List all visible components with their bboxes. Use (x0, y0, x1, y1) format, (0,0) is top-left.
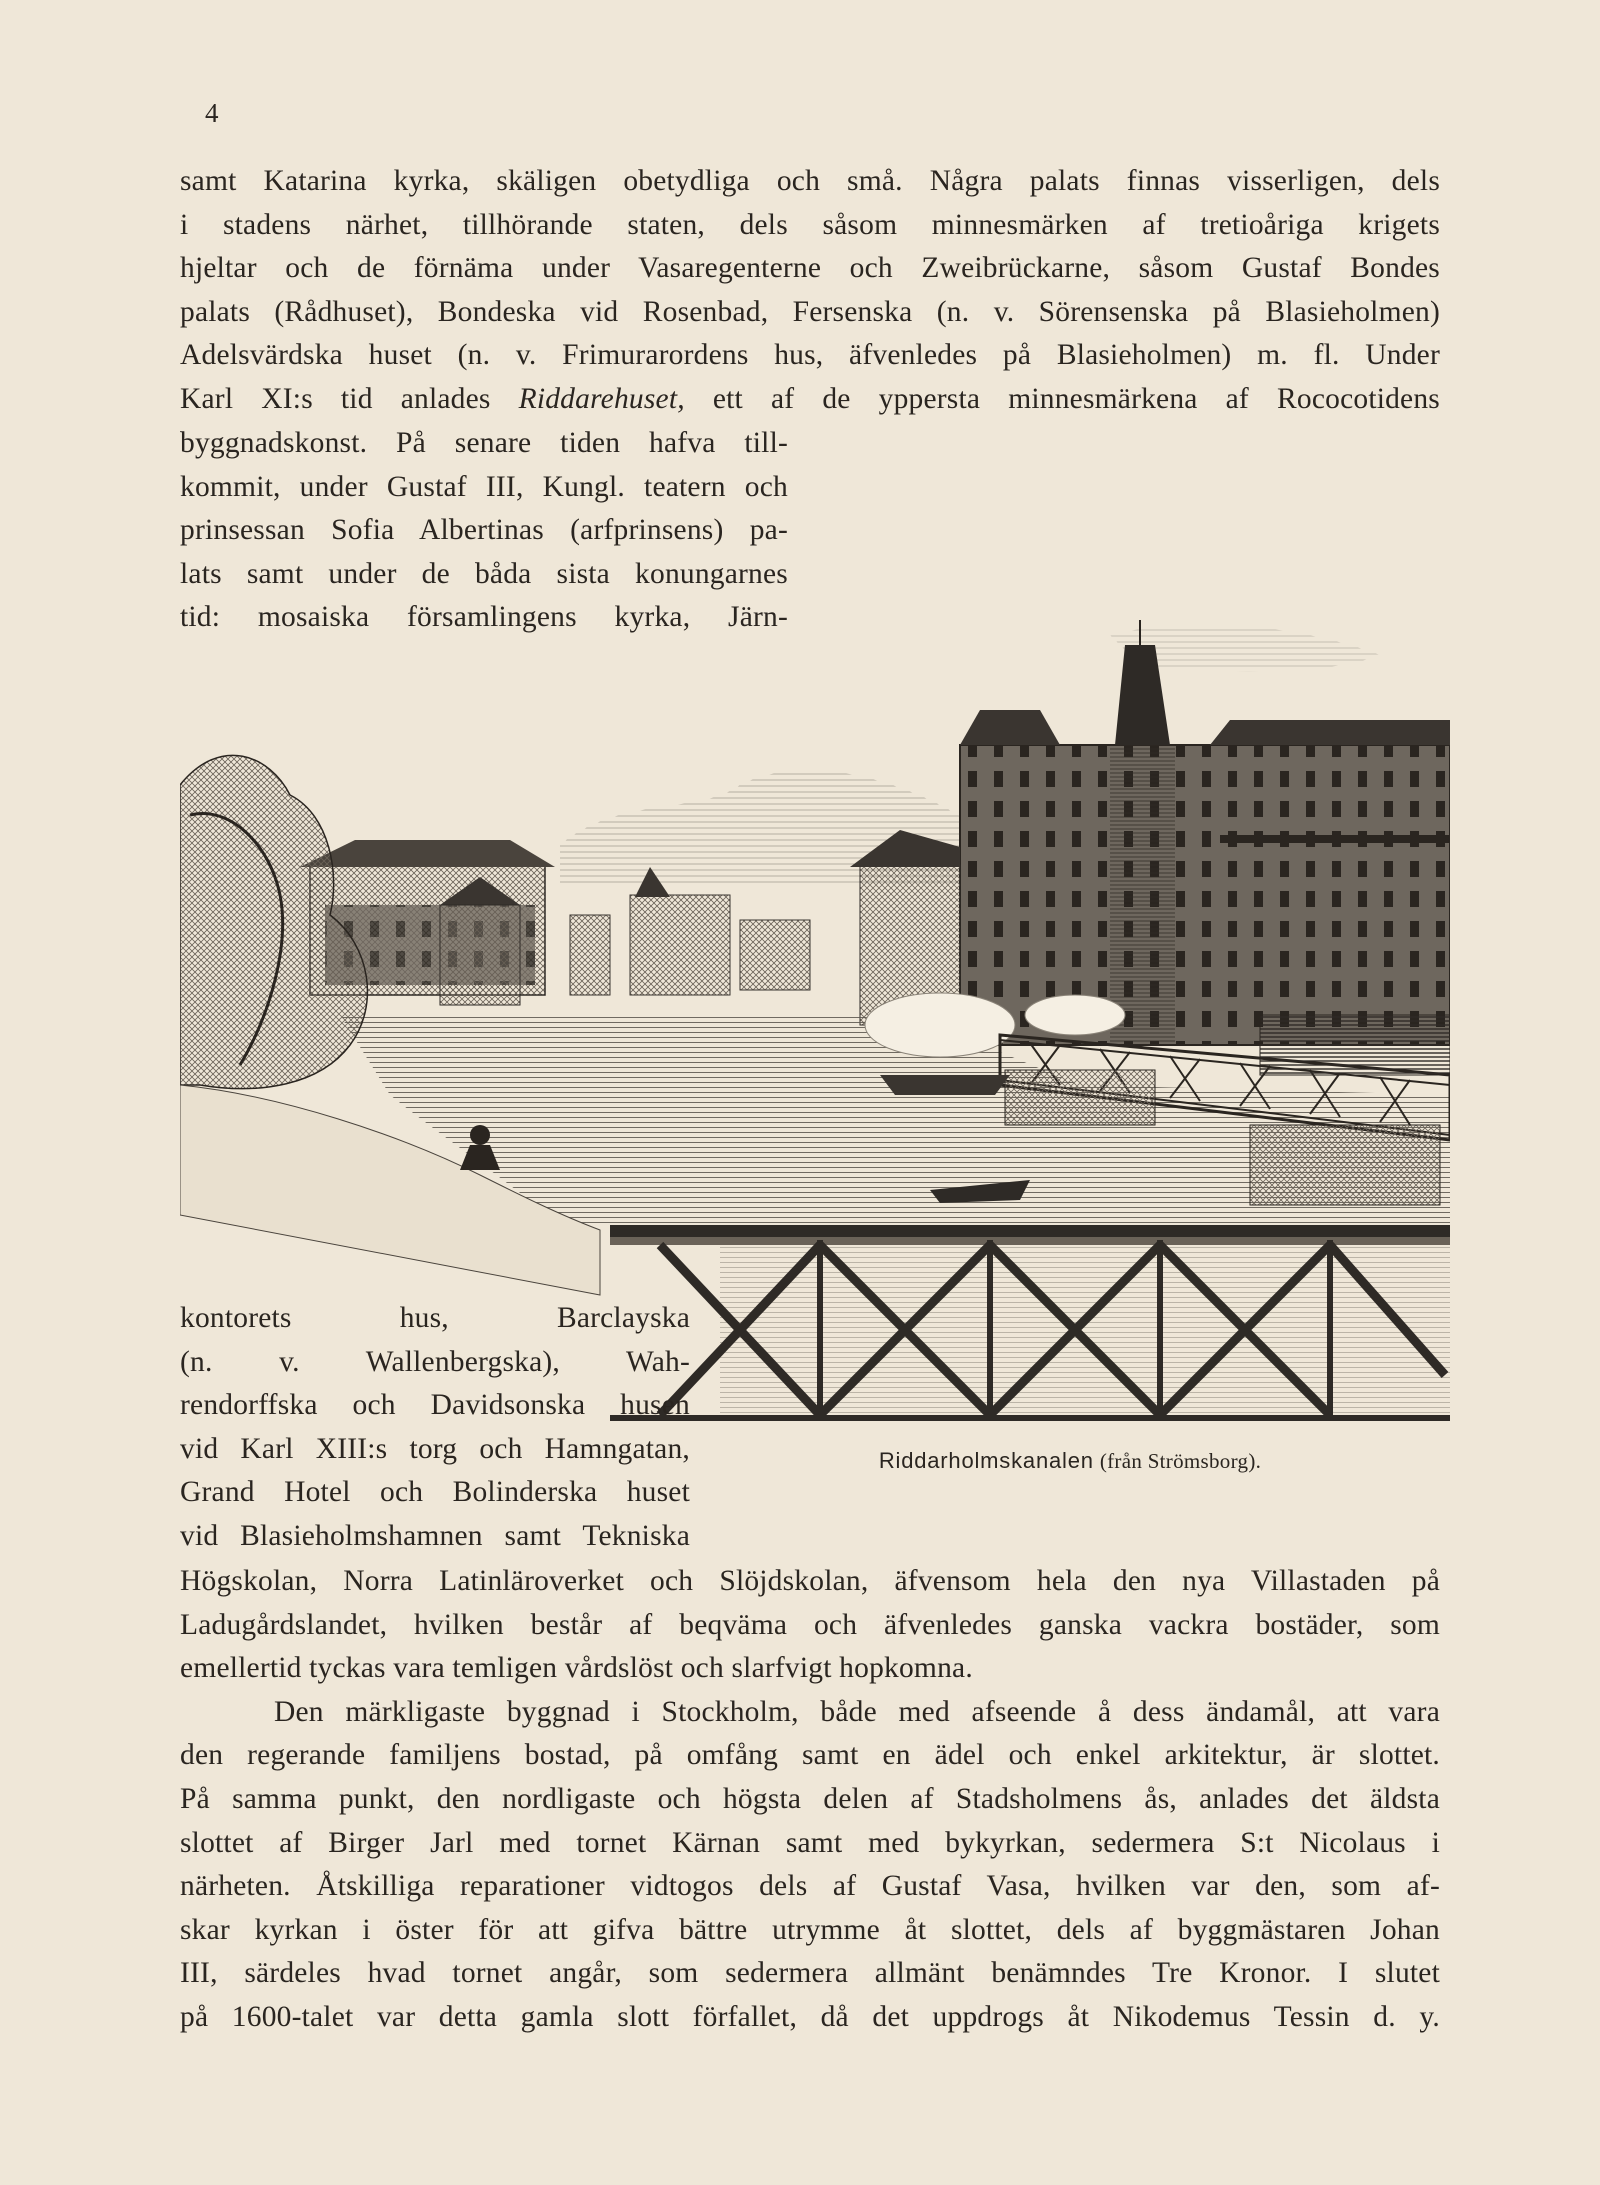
text-line: På samma punkt, den nordligaste och högsta delen af Stadsholmens ås, anlades det äldsta (180, 1782, 1440, 1815)
text-line: III, särdeles hvad tornet angår, som sedermera allmänt benämndes Tre Kronor. I slutet (180, 1957, 1440, 1990)
text-line: Högskolan, Norra Latinläroverket och Slöjdskolan, äfvensom hela den nya Villastaden på (180, 1565, 1440, 1597)
text-fragment: ett af de yppersta minnesmärkena af Rococotidens (684, 382, 1440, 415)
text-line: palats (Rådhuset), Bondeska vid Rosenbad, Fersenska (n. v. Sörensenska på Blasieholmen) (180, 295, 1440, 328)
text-line: lats samt under de båda sista konungarnes (180, 557, 788, 590)
text-block-top (180, 160, 1440, 422)
text-line: kontorets hus, Barclayska (180, 1302, 690, 1334)
text-line: samt Katarina kyrka, skäligen obetydliga och små. Några palats finnas visserligen, dels (180, 165, 1440, 197)
text-line: emellertid tyckas vara temligen vårdslöst och slarfvigt hopkomna. (180, 1652, 973, 1685)
text-line: (n. v. Wallenbergska), Wah- (180, 1345, 690, 1378)
caption-subtitle: (från Strömsborg). (1099, 1449, 1262, 1473)
text-line: i stadens närhet, tillhörande staten, dels såsom minnesmärken af tretioåriga krigets (180, 208, 1440, 241)
steamboat (880, 1075, 1010, 1095)
foreground-truss-bridge (610, 1225, 1450, 1421)
text-line: på 1600-talet var detta gamla slott förfallet, då det uppdrogs åt Nikodemus Tessin d. y. (180, 2000, 1440, 2033)
large-building-right (960, 620, 1450, 1045)
text-line: slottet af Birger Jarl med tornet Kärnan samt med bykyrkan, sedermera S:t Nicolaus i (180, 1826, 1440, 1859)
page-number: 4 (205, 98, 219, 128)
text-line: Den märkligaste byggnad i Stockholm, både med afseende å dess ändamål, att vara (274, 1695, 1440, 1728)
text-line-riddarhuset (180, 378, 1440, 422)
text-line: Grand Hotel och Bolinderska huset (180, 1476, 690, 1509)
text-line: Adelsvärdska huset (n. v. Frimurarordens hus, äfvenledes på Blasieholmen) m. fl. Under (180, 339, 1440, 372)
text-line: hjeltar och de förnäma under Vasaregenterne och Zweibrückarne, såsom Gustaf Bondes (180, 252, 1440, 285)
text-line: vid Karl XIII:s torg och Hamngatan, (180, 1432, 690, 1465)
text-line: prinsessan Sofia Albertinas (arfprinsens) pa- (180, 514, 788, 547)
text-block-mid (180, 1297, 690, 1559)
text-line: vid Blasieholmshamnen samt Tekniska (180, 1519, 690, 1552)
text-line: kommit, under Gustaf III, Kungl. teatern och (180, 470, 788, 503)
text-line: tid: mosaiska församlingens kyrka, Järn- (180, 601, 788, 634)
fisherman-figure (470, 1125, 490, 1145)
riddarhuset-italic: Riddarehuset, (518, 382, 685, 415)
text-line: skar kyrkan i öster för att gifva bättre utrymme åt slottet, dels af byggmästaren Johan (180, 1913, 1440, 1946)
text-line: rendorffska och Davidsonska husen (180, 1389, 690, 1422)
text-fragment: Karl XI:s tid anlades (180, 382, 519, 415)
text-line: den regerande familjens bostad, på omfång samt en ädel och enkel arkitektur, är slottet. (180, 1739, 1440, 1772)
figure-caption (700, 1448, 1440, 1474)
text-line: byggnadskonst. På senare tiden hafva till- (180, 427, 788, 459)
text-block-left (180, 422, 788, 640)
distant-buildings (570, 867, 810, 995)
text-block-bottom (180, 1560, 1440, 2040)
text-line: närheten. Åtskilliga reparationer vidtogos dels af Gustaf Vasa, hvilken var den, som af- (180, 1870, 1440, 1903)
text-line: Ladugårdslandet, hvilken består af beqväma och äfvenledes ganska vackra bostäder, som (180, 1608, 1440, 1641)
caption-title: Riddarholmskanalen (878, 1448, 1094, 1473)
